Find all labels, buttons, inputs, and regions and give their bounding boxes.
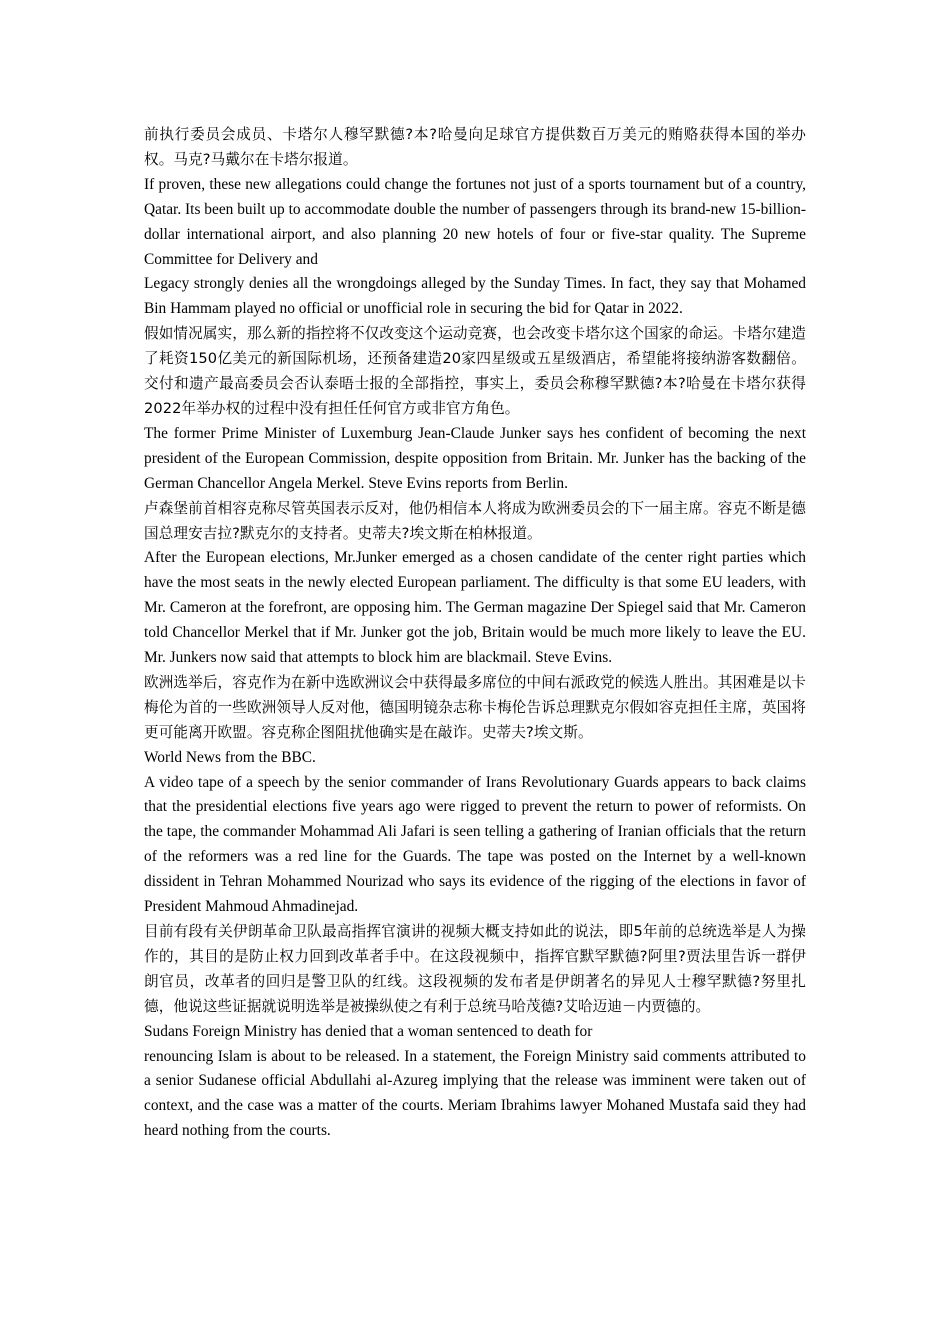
paragraph-zh-qatar-summary: 假如情况属实，那么新的指控将不仅改变这个运动竞赛，也会改变卡塔尔这个国家的命运。卡塔尔建造了耗资150亿美元的新国际机场，还预备建造20家四星级或五星级酒店，希望能将接纳游客数翻倍。交付和遗产最高委员会否认泰晤士报的全部指控，事实上，委员会称穆罕默德?本?哈曼在卡塔尔获得2022年举办权的过程中没有担任任何官方或非官方角色。 xyxy=(144,325,806,417)
paragraph-en-sudan-statement: renouncing Islam is about to be released. In a statement, the Foreign Ministry said comments attributed to a senior Sudanese official Abdullahi al-Azureg implying that the release was imminent were taken out of context, and the case was a matter of the courts. Meriam Ibrahims lawyer Mohaned Mustafa said they had heard nothing from the courts. xyxy=(144,1047,806,1140)
document-page xyxy=(144,123,806,1144)
paragraph-zh-junker-elections: 欧洲选举后，容克作为在新中选欧洲议会中获得最多席位的中间右派政党的候选人胜出。其困难是以卡梅伦为首的一些欧洲领导人反对他，德国明镜杂志称卡梅伦告诉总理默克尔假如容克担任主席，英国将更可能离开欧盟。容克称企图阻扰他确实是在敲诈。史蒂夫?埃文斯。 xyxy=(144,673,806,741)
paragraph-en-qatar-allegations: If proven, these new allegations could change the fortunes not just of a sports tournament but of a country, Qatar. Its been built up to accommodate double the number of passengers through its brand-new 15-billion-dollar international airport, and also planning 20 new hotels of four or five-star quality. The Supreme Committee for Delivery and xyxy=(144,175,806,268)
paragraph-zh-junker-confident: 卢森堡前首相容克称尽管英国表示反对，他仍相信本人将成为欧洲委员会的下一届主席。容克不断是德国总理安吉拉?默克尔的支持者。史蒂夫?埃文斯在柏林报道。 xyxy=(144,499,806,542)
paragraph-en-iran-video: A video tape of a speech by the senior commander of Irans Revolutionary Guards appears to back claims that the presidential elections five years ago were rigged to prevent the return to power of reformists. On the tape, the commander Mohammad Ali Jafari is seen telling a gathering of Iranian officials that the return of the reformers was a red line for the Guards. The tape was posted on the Internet by a well-known dissident in Tehran Mohammed Nourizad who says its evidence of the rigging of the elections in favor of President Mahmoud Ahmadinejad. xyxy=(144,773,806,916)
paragraph-en-qatar-denial: Legacy strongly denies all the wrongdoings alleged by the Sunday Times. In fact, they say that Mohamed Bin Hammam played no official or unofficial role in securing the bid for Qatar in 2022. xyxy=(144,275,806,318)
paragraph-en-junker-confident: The former Prime Minister of Luxemburg Jean-Claude Junker says hes confident of becoming the next president of the European Commission, despite opposition from Britain. Mr. Junker has the backing of the German Chancellor Angela Merkel. Steve Evins reports from Berlin. xyxy=(144,424,806,492)
paragraph-zh-bribery-report: 前执行委员会成员、卡塔尔人穆罕默德?本?哈曼向足球官方提供数百万美元的贿赂获得本国的举办权。马克?马戴尔在卡塔尔报道。 xyxy=(144,126,806,168)
paragraph-en-bbc-header: World News from the BBC. xyxy=(144,748,316,766)
paragraph-en-sudan-intro: Sudans Foreign Ministry has denied that a woman sentenced to death for xyxy=(144,1022,593,1040)
paragraph-zh-iran-video: 目前有段有关伊朗革命卫队最高指挥官演讲的视频大概支持如此的说法，即5年前的总统选举是人为操作的，其目的是防止权力回到改革者手中。在这段视频中，指挥官默罕默德?阿里?贾法里告诉一群伊朗官员，改革者的回归是警卫队的红线。这段视频的发布者是伊朗著名的异见人士穆罕默德?努里扎德，他说这些证据就说明选举是被操纵使之有利于总统马哈茂德?艾哈迈迪－内贾德的。 xyxy=(144,923,806,1015)
paragraph-en-junker-elections: After the European elections, Mr.Junker emerged as a chosen candidate of the center right parties which have the most seats in the newly elected European parliament. The difficulty is that some EU leaders, with Mr. Cameron at the forefront, are opposing him. The German magazine Der Spiegel said that Mr. Cameron told Chancellor Merkel that if Mr. Junker got the job, Britain would be much more likely to leave the EU. Mr. Junkers now said that attempts to block him are blackmail. Steve Evins. xyxy=(144,549,806,667)
